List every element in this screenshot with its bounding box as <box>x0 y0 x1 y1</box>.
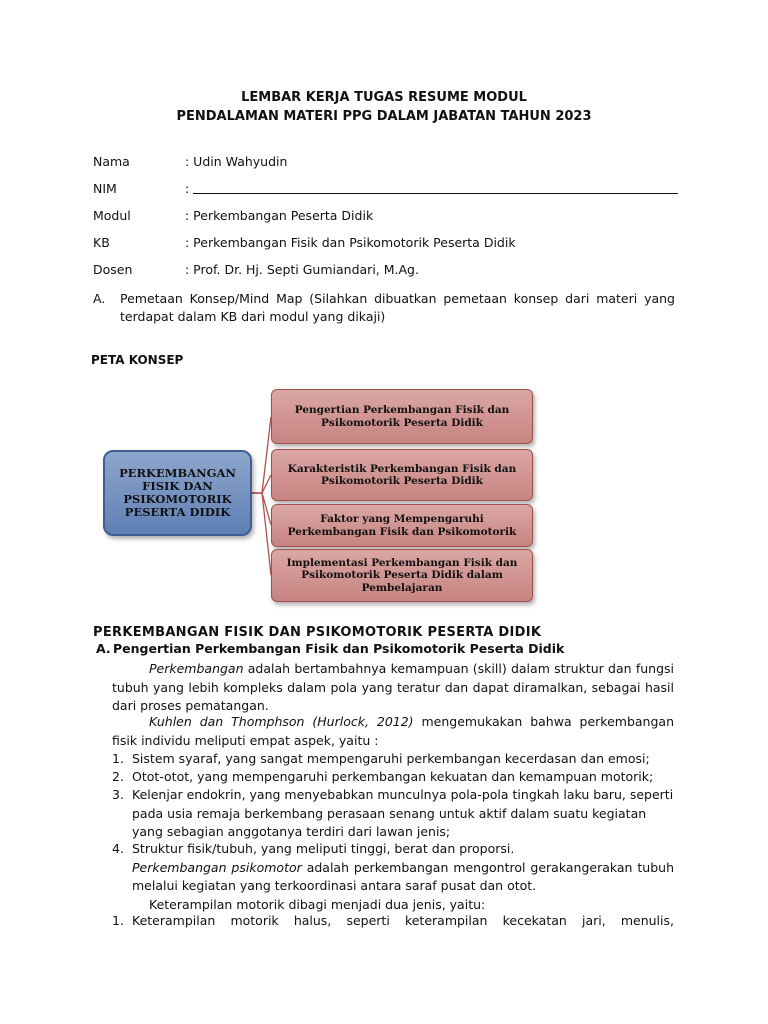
paragraph-psikomotor <box>132 859 674 896</box>
subheading-text: Pengertian Perkembangan Fisik dan Psikomotorik Peserta Didik <box>113 641 565 656</box>
list-text: Struktur fisik/tubuh, yang meliputi tinggi, berat dan proporsi. <box>132 841 515 856</box>
connector-branch-3 <box>252 493 271 525</box>
field-value: : Perkembangan Peserta Didik <box>185 208 374 223</box>
list-number: 3. <box>112 787 124 802</box>
connector-branch-4 <box>252 493 271 575</box>
list-text: Otot-otot, yang mempengaruhi perkembangan kekuatan dan kemampuan motorik; <box>132 769 654 784</box>
field-label: Dosen <box>93 262 133 277</box>
list-number: 1. <box>112 913 124 928</box>
field-value: : Perkembangan Fisik dan Psikomotorik Peserta Didik <box>185 235 516 250</box>
paragraph-citation <box>112 713 674 750</box>
concept-map-branch-node: Implementasi Perkembangan Fisik dan Psikomotorik Peserta Didik dalam Pembelajaran <box>271 549 533 602</box>
concept-map-heading: PETA KONSEP <box>91 353 184 367</box>
concept-map-branch-node: Pengertian Perkembangan Fisik dan Psikomotorik Peserta Didik <box>271 389 533 444</box>
field-label: Modul <box>93 208 131 223</box>
field-value: : Udin Wahyudin <box>185 154 288 169</box>
paragraph-text: mengemukakan bahwa perkembangan fisik individu meliputi empat aspek, yaitu : <box>112 714 674 748</box>
paragraph-term: Kuhlen dan Thomphson (Hurlock, 2012) <box>149 714 414 729</box>
list-number: 4. <box>112 841 124 856</box>
content-heading: PERKEMBANGAN FISIK DAN PSIKOMOTORIK PESERTA DIDIK <box>93 625 542 640</box>
list-number: 1. <box>112 751 124 766</box>
field-label: KB <box>93 235 110 250</box>
paragraph-definition <box>112 660 674 716</box>
paragraph-text: adalah perkembangan mengontrol gerakangerakan tubuh melalui kegiatan yang terkoordinasi antara saraf pusat dan otot. <box>132 859 674 893</box>
field-label: NIM <box>93 181 117 196</box>
paragraph-term: Perkembangan psikomotor <box>132 859 302 875</box>
list-text: Kelenjar endokrin, yang menyebabkan munculnya pola-pola tingkah laku baru, seperti pada usia remaja berkembang perasaan senang untuk aktif dalam suatu kegiatan yang sebagian anggotanya terdiri dari lawan jenis; <box>132 787 674 839</box>
concept-map-center-node: PERKEMBANGAN FISIK DAN PSIKOMOTORIK PESERTA DIDIK <box>103 450 252 536</box>
section-text: Pemetaan Konsep/Mind Map (Silahkan dibuatkan pemetaan konsep dari materi yang terdapat dalam KB dari modul yang dikaji) <box>120 291 675 324</box>
field-value: : <box>185 181 190 196</box>
content-subheading <box>96 641 564 656</box>
field-label: Nama <box>93 154 130 169</box>
document-title-line2: PENDALAMAN MATERI PPG DALAM JABATAN TAHUN 2023 <box>176 109 592 124</box>
subheading-letter: A. <box>96 641 111 656</box>
list-item-body <box>132 840 674 914</box>
concept-map-branch-node: Karakteristik Perkembangan Fisik dan Psikomotorik Peserta Didik <box>271 449 533 501</box>
paragraph-text: Keterampilan motorik dibagi menjadi dua jenis, yaitu: <box>149 896 486 912</box>
list-number: 2. <box>112 769 124 784</box>
document-title-line1: LEMBAR KERJA TUGAS RESUME MODUL <box>241 90 527 105</box>
list-text: Keterampilan motorik halus, seperti keterampilan kecekatan jari, menulis, <box>132 913 674 928</box>
connector-branch-2 <box>252 475 271 493</box>
field-value: : Prof. Dr. Hj. Septi Gumiandari, M.Ag. <box>185 262 419 277</box>
section-letter: A. <box>93 291 106 306</box>
concept-map-branch-node: Faktor yang Mempengaruhi Perkembangan Fisik dan Psikomotorik <box>271 504 533 547</box>
list-text: Sistem syaraf, yang sangat mempengaruhi perkembangan kecerdasan dan emosi; <box>132 751 650 766</box>
paragraph-text: adalah bertambahnya kemampuan (skill) dalam struktur dan fungsi tubuh yang lebih kompleks dalam pola yang teratur dan dapat diramalkan, sebagai hasil dari proses pematangan. <box>112 661 674 713</box>
paragraph-term: Perkembangan <box>149 661 244 676</box>
